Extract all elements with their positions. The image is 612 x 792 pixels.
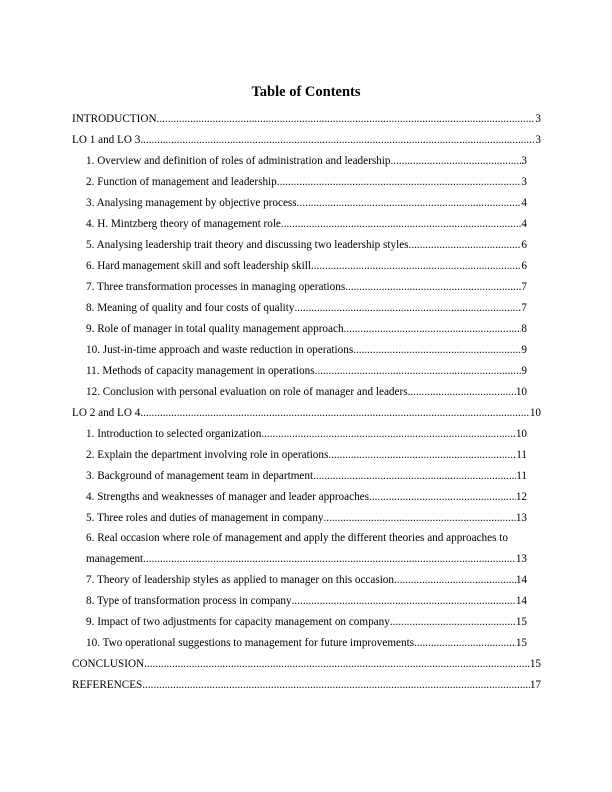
toc-entry-wrapped-line[interactable]: 6. Real occasion where role of management and apply the different theories and approaches to [86,532,508,544]
toc-title: Table of Contents [251,84,361,100]
toc-entry-text: INTRODUCTION [72,113,157,125]
dot-leader [394,573,516,587]
toc-entry-text: 7. Theory of leadership styles as applied to manager on this occasion [86,574,394,586]
toc-entry[interactable] [86,511,527,525]
toc-page-number: 11 [516,470,527,482]
toc-page-number: 3 [535,113,541,125]
toc-entry-text: 5. Three roles and duties of management in company [86,512,324,524]
toc-entry-text: 7. Three transformation processes in managing operations [86,281,346,293]
dot-leader [281,217,522,231]
toc-page-number: 3 [521,155,527,167]
toc-page-number: 17 [529,679,541,691]
dot-leader [143,552,516,566]
toc-entry-text: 11. Methods of capacity management in operations [86,365,315,377]
toc-entry-text: 3. Analysing management by objective process [86,197,297,209]
toc-entry-text: 2. Explain the department involving role in operations [86,449,329,461]
toc-entry-text: 5. Analysing leadership trait theory and discussing two leadership styles [86,239,409,251]
toc-page-number: 9 [521,344,527,356]
toc-entry-text: 9. Role of manager in total quality management approach [86,323,344,335]
dot-leader [142,678,530,692]
toc-page-number: 10 [515,428,527,440]
toc-page-number: 13 [515,512,527,524]
toc-page-number: 6 [521,260,527,272]
toc-entry-text: 4. H. Mintzberg theory of management role [86,218,281,230]
toc-page-number: 3 [535,134,541,146]
dot-leader [390,154,521,168]
toc-page-number: 15 [515,637,527,649]
toc-page-number: 11 [516,449,527,461]
toc-entry-text: 10. Just-in-time approach and waste reduction in operations [86,344,354,356]
toc-entry[interactable] [86,594,527,608]
toc-page-number: 7 [521,281,527,293]
dot-leader [408,385,516,399]
toc-entry[interactable] [86,154,527,168]
toc-page-number: 14 [515,595,527,607]
toc-entry[interactable] [86,301,527,315]
dot-leader [353,343,521,357]
dot-leader [390,615,516,629]
toc-entry-text: 10. Two operational suggestions to management for future improvements [86,637,415,649]
toc-page-number: 4 [521,218,527,230]
dot-leader [144,657,530,671]
toc-entry-references[interactable] [72,678,541,692]
dot-leader [315,364,522,378]
dot-leader [414,636,516,650]
toc-entry-text: 3. Background of management team in department [86,470,314,482]
toc-entry-text: 8. Meaning of quality and four costs of quality [86,302,295,314]
toc-entry-text: 1. Overview and definition of roles of administration and leadership [86,155,391,167]
dot-leader [369,490,516,504]
toc-page-number: 4 [521,197,527,209]
toc-entry[interactable] [86,196,527,210]
toc-page-number: 15 [529,658,541,670]
toc-entry-text: REFERENCES [72,679,143,691]
dot-leader [140,406,529,420]
toc-entry[interactable] [86,175,527,189]
toc-entry[interactable] [86,322,527,336]
toc-entry-text: 4. Strengths and weaknesses of manager and leader approaches [86,491,369,503]
toc-entry-lo2-lo4[interactable] [72,406,541,420]
toc-entry-text: management [86,553,144,565]
toc-entry[interactable] [86,448,527,462]
toc-page-number: 8 [521,323,527,335]
dot-leader [311,259,521,273]
toc-entry-text: LO 1 and LO 3 [72,134,141,146]
toc-entry[interactable] [86,636,527,650]
dot-leader [328,448,516,462]
toc-entry[interactable] [86,490,527,504]
dot-leader [297,196,522,210]
toc-entry-text: 12. Conclusion with personal evaluation on role of manager and leaders [86,386,408,398]
toc-entry-conclusion[interactable] [72,657,541,671]
toc-entry-lo1-lo3[interactable] [72,133,541,147]
toc-page-number: 6 [521,239,527,251]
dot-leader [313,469,516,483]
toc-entry[interactable] [86,573,527,587]
dot-leader [157,112,536,126]
toc-entry[interactable] [86,615,527,629]
toc-entry-text: 8. Type of transformation process in company [86,595,292,607]
dot-leader [409,238,522,252]
toc-entry[interactable] [86,364,527,378]
toc-entry-text: 2. Function of management and leadership [86,176,277,188]
toc-entry[interactable] [86,238,527,252]
toc-entry[interactable] [86,259,527,273]
toc-entry[interactable] [86,385,527,399]
toc-entry-text: 6. Hard management skill and soft leadership skill [86,260,311,272]
toc-entry-introduction[interactable] [72,112,541,126]
dot-leader [261,427,515,441]
toc-entry[interactable] [86,343,527,357]
dot-leader [294,301,521,315]
toc-entry-text: 1. Introduction to selected organization [86,428,262,440]
dot-leader [323,511,515,525]
toc-entry[interactable] [86,427,527,441]
toc-page-number: 7 [521,302,527,314]
toc-page-number: 10 [515,386,527,398]
dot-leader [344,322,522,336]
toc-entry[interactable] [86,552,527,566]
toc-page-number: 3 [521,176,527,188]
toc-entry[interactable] [86,280,527,294]
toc-page-number: 15 [515,616,527,628]
dot-leader [345,280,521,294]
toc-entry[interactable] [86,217,527,231]
dot-leader [140,133,535,147]
toc-page-number: 9 [521,365,527,377]
toc-entry-text: LO 2 and LO 4 [72,407,141,419]
toc-page-number: 13 [515,553,527,565]
dot-leader [292,594,516,608]
toc-page-number: 12 [515,491,527,503]
toc-entry-text: 9. Impact of two adjustments for capacity management on company [86,616,390,628]
toc-entry-text: CONCLUSION [72,658,145,670]
toc-page-number: 14 [515,574,527,586]
toc-page-number: 10 [529,407,541,419]
toc-entry[interactable] [86,469,527,483]
dot-leader [277,175,522,189]
